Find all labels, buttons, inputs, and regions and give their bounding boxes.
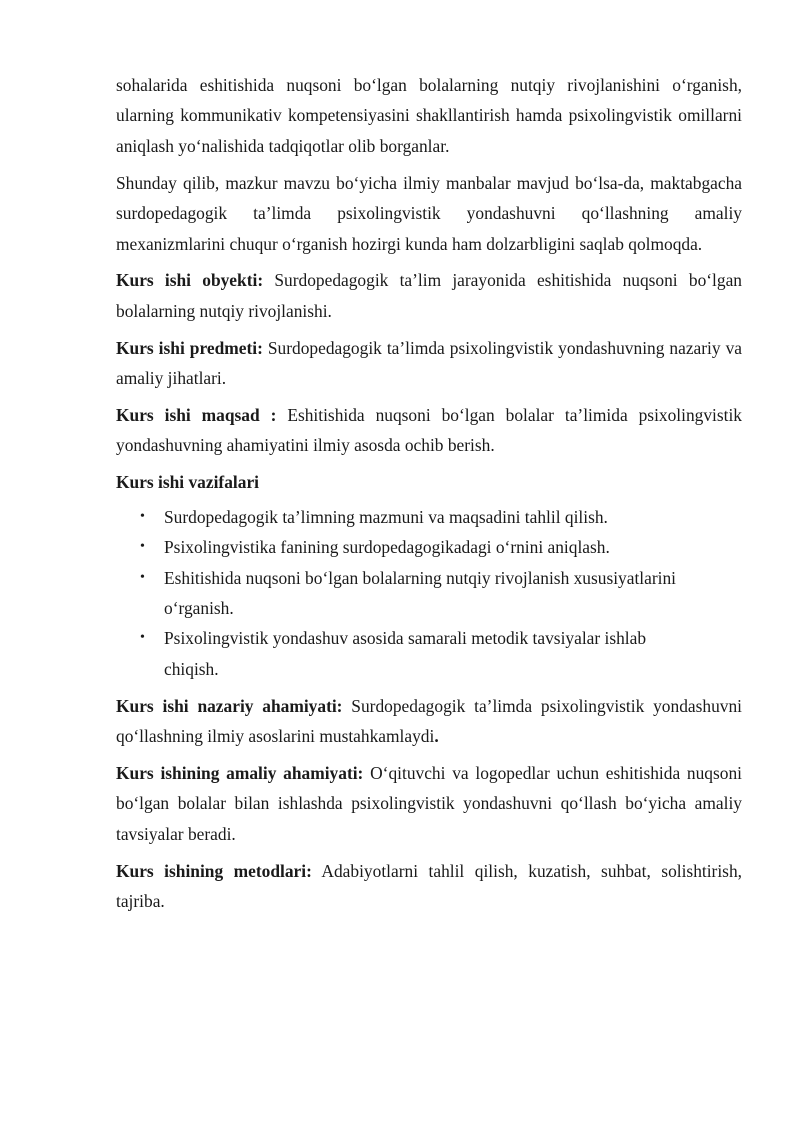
- theoretical-significance-text: Surdopedagogik ta’limda psixolingvistik yondashuvni qo‘llashning ilmiy asoslarini mustahkamlaydi: [116, 695, 742, 747]
- course-object-paragraph: [116, 265, 742, 326]
- course-object-text: Surdopedagogik ta’lim jarayonida eshitishida nuqsoni bo‘lgan bolalarning nutqiy rivojlanishi.: [116, 270, 742, 321]
- practical-significance-label: Kurs ishining amaliy ahamiyati:: [116, 763, 364, 784]
- bullet-icon: •: [140, 508, 145, 524]
- course-subject-paragraph: [116, 333, 742, 394]
- document-page: [116, 70, 742, 923]
- methods-label: Kurs ishining metodlari:: [116, 860, 312, 881]
- theoretical-significance-paragraph: [116, 691, 742, 752]
- list-item-text: Surdopedagogik ta’limning mazmuni va maqsadini tahlil qilish.: [164, 506, 608, 527]
- course-subject-text: Surdopedagogik ta’limda psixolingvistik yondashuvning nazariy va amaliy jihatlari.: [116, 337, 742, 389]
- course-goal-text: Eshitishida nuqsoni bo‘lgan bolalar ta’limida psixolingvistik yondashuvning ahamiyatini ilmiy asosda ochib berish.: [116, 405, 742, 456]
- theoretical-significance-label: Kurs ishi nazariy ahamiyati:: [116, 695, 343, 716]
- course-subject-label: Kurs ishi predmeti:: [116, 337, 263, 358]
- list-item: [116, 563, 742, 624]
- bullet-icon: •: [140, 569, 145, 585]
- list-item-text: Psixolingvistika fanining surdopedagogikadagi o‘rnini aniqlash.: [164, 537, 610, 558]
- practical-significance-paragraph: [116, 758, 742, 849]
- bullet-icon: •: [140, 539, 145, 555]
- paragraph-relevance: Shunday qilib, mazkur mavzu bo‘yicha ilmiy manbalar mavjud bo‘lsa-da, maktabgacha surdopedagogik ta’limda psixolingvistik yondashuvni qo‘llashning amaliy mexanizmlarini chuqur o‘rganish hozirgi kunda ham dolzarbligini saqlab qolmoqda.: [116, 172, 742, 254]
- course-goal-label: Kurs ishi maqsad :: [116, 405, 277, 426]
- list-item: [116, 623, 742, 684]
- methods-text: Adabiyotlarni tahlil qilish, kuzatish, suhbat, solishtirish, tajriba.: [116, 860, 742, 912]
- list-item-text: Psixolingvistik yondashuv asosida samarali metodik tavsiyalar ishlab chiqish.: [164, 628, 647, 679]
- course-object-label: Kurs ishi obyekti:: [116, 270, 264, 291]
- paragraph-intro-continuation: sohalarida eshitishida nuqsoni bo‘lgan bolalarning nutqiy rivojlanishini o‘rganish, ularning kommunikativ kompetensiyasini shakllantirish hamda psixolingvistik omillarni aniqlash yo‘nalishida tadqiqotlar olib borganlar.: [116, 75, 742, 156]
- bullet-icon: •: [140, 630, 145, 646]
- list-item-text: Eshitishida nuqsoni bo‘lgan bolalarning nutqiy rivojlanish xususiyatlarini o‘rganish.: [164, 567, 677, 618]
- list-item: [116, 532, 742, 562]
- list-item: [116, 502, 742, 532]
- course-tasks-list: [116, 502, 742, 684]
- practical-significance-text: O‘qituvchi va logopedlar uchun eshitishida nuqsoni bo‘lgan bolalar bilan ishlashda psixolingvistik yondashuvni qo‘llash bo‘yicha amaliy tavsiyalar beradi.: [116, 763, 742, 844]
- course-goal-paragraph: [116, 400, 742, 461]
- course-tasks-heading: Kurs ishi vazifalari: [116, 472, 259, 493]
- methods-paragraph: [116, 856, 742, 917]
- theoretical-significance-period: .: [434, 726, 439, 747]
